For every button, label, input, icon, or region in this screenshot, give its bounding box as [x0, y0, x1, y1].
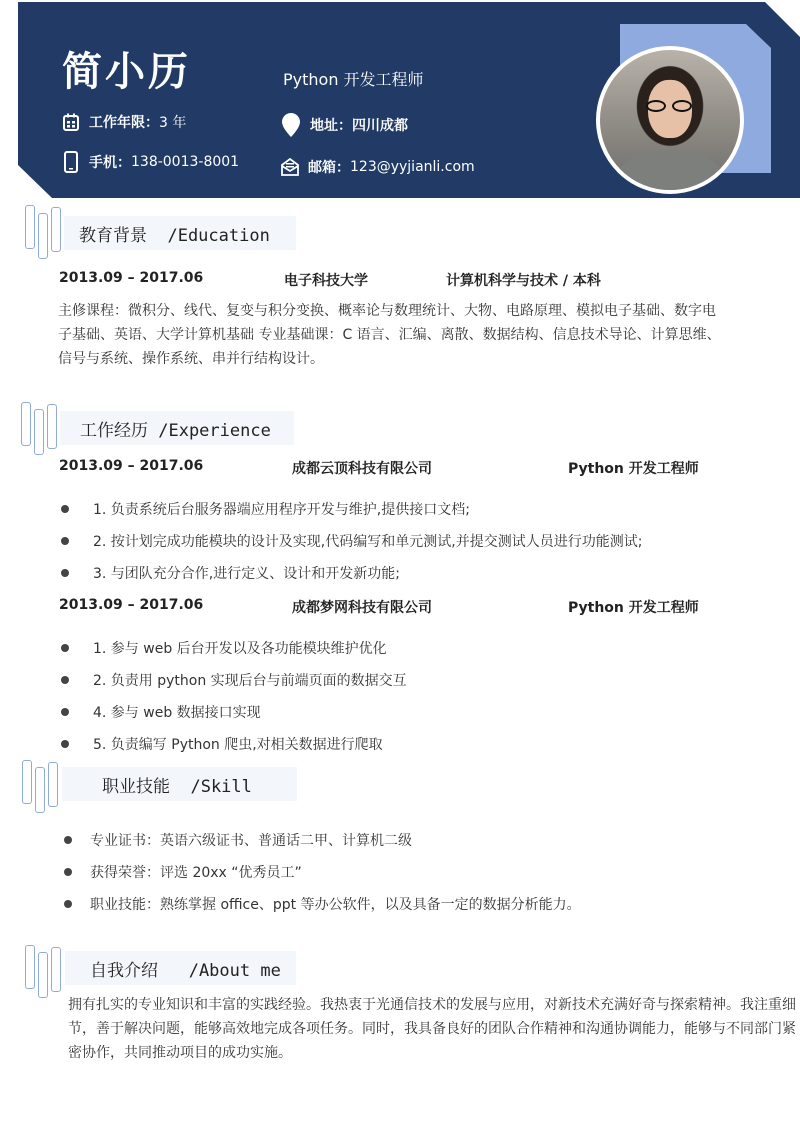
- section-title-skill: 职业技能 /Skill: [62, 767, 297, 801]
- section-title-about: 自我介绍 /About me: [65, 951, 296, 985]
- edu-courses: 主修课程：微积分、线代、复变与积分变换、概率论与数理统计、大物、电路原理、模拟电子基础、数字电 子基础、英语、大学计算机基础 专业基础课：C 语言、汇编、离散、数据结构、信息技术导论、计算思维、 信号与系统、操作系统、串并行结构设计。: [58, 303, 721, 367]
- address: 地址：四川成都: [281, 113, 408, 137]
- section-title-education: 教育背景 /Education: [64, 216, 296, 250]
- work-years: 工作年限： 3 年: [62, 112, 186, 132]
- candidate-name: 简小历: [62, 49, 191, 95]
- list-item: 1. 参与 web 后台开发以及各功能模块维护优化: [61, 638, 387, 658]
- avatar-photo: [596, 46, 744, 194]
- edu-period: 2013.09 – 2017.06: [59, 270, 204, 286]
- list-item: 2. 按计划完成功能模块的设计及实现,代码编写和单元测试,并提交测试人员进行功能测试;: [61, 531, 642, 551]
- list-item: 专业证书：英语六级证书、普通话二甲、计算机二级: [64, 830, 412, 850]
- list-item: 2. 负责用 python 实现后台与前端页面的数据交互: [61, 670, 407, 690]
- job-company: 成都云顶科技有限公司: [292, 461, 432, 477]
- list-item: 职业技能：熟练掌握 office、ppt 等办公软件，以及具备一定的数据分析能力。: [64, 894, 581, 914]
- edu-major: 计算机科学与技术 / 本科: [446, 273, 601, 289]
- email: 邮箱： 123@yyjianli.com: [281, 157, 475, 177]
- phone: 手机： 138-0013-8001: [62, 152, 239, 172]
- list-item: 5. 负责编写 Python 爬虫,对相关数据进行爬取: [61, 734, 383, 754]
- list-item: 4. 参与 web 数据接口实现: [61, 702, 261, 722]
- envelope-icon: [281, 157, 299, 177]
- mobile-phone-icon: [62, 152, 80, 172]
- list-item: 3. 与团队充分合作,进行定义、设计和开发新功能;: [61, 563, 400, 583]
- list-item: 1. 负责系统后台服务器端应用程序开发与维护,提供接口文档;: [61, 499, 470, 519]
- job-title: Python 开发工程师: [283, 70, 424, 89]
- job-role: Python 开发工程师: [568, 461, 699, 477]
- job-role: Python 开发工程师: [568, 600, 699, 616]
- job-period: 2013.09 – 2017.06: [59, 597, 204, 613]
- section-title-experience: 工作经历 /Experience: [60, 411, 294, 445]
- edu-school: 电子科技大学: [284, 273, 368, 289]
- location-pin-icon: [281, 113, 301, 137]
- list-item: 获得荣誉：评选 20xx “优秀员工”: [64, 862, 302, 882]
- job-company: 成都梦网科技有限公司: [292, 600, 432, 616]
- calendar-icon: [62, 112, 80, 132]
- job-period: 2013.09 – 2017.06: [59, 458, 204, 474]
- about-text: 拥有扎实的专业知识和丰富的实践经验。我热衷于光通信技术的发展与应用，对新技术充满好奇与探索精神。我注重细 节，善于解决问题，能够高效地完成各项任务。同时，我具备良好的团队合作精神和沟通协调能力，能够与不同部门紧 密协作，共同推动项目的成功实施。: [68, 997, 796, 1061]
